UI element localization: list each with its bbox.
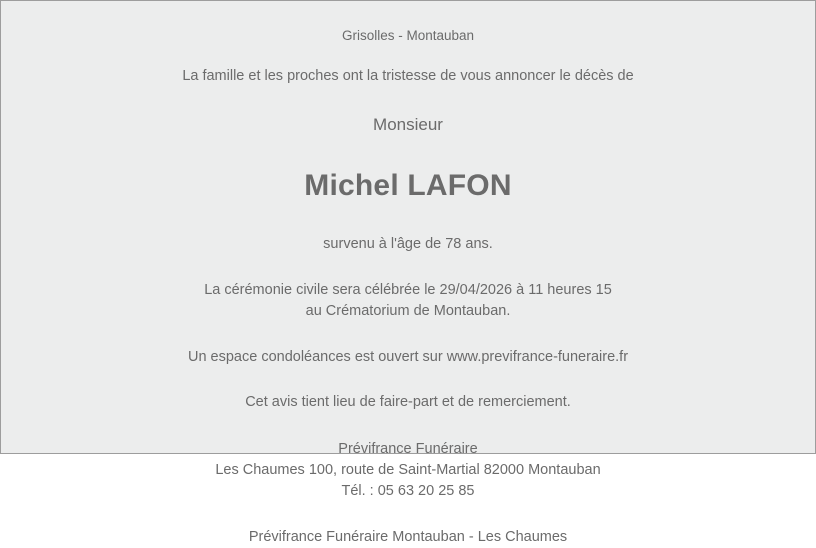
notice-location: Grisolles - Montauban <box>341 28 475 43</box>
ceremony-details <box>41 280 775 322</box>
company-address: Les Chaumes 100, route de Saint-Martial 82000 Montauban <box>215 461 601 478</box>
notice-civility: Monsieur <box>373 114 443 134</box>
company-phone: Tél. : 05 63 20 25 85 <box>341 482 475 499</box>
deceased-name: Michel LAFON <box>304 168 512 202</box>
ceremony-date-line: La cérémonie civile sera célébrée le 29/04/2026 à 11 heures 15 <box>204 281 612 298</box>
notice-intro-text: La famille et les proches ont la tristesse de vous annoncer le décès de <box>182 68 634 85</box>
funeral-company-block <box>41 439 775 502</box>
company-name: Prévifrance Funéraire <box>338 440 478 457</box>
ceremony-place-line: au Crématorium de Montauban. <box>305 302 511 319</box>
notice-thanks: Cet avis tient lieu de faire-part et de remerciement. <box>245 394 571 411</box>
agency-name: Prévifrance Funéraire Montauban - Les Chaumes <box>248 528 568 545</box>
condolences-link-text[interactable]: Un espace condoléances est ouvert sur www.previfrance-funeraire.fr <box>187 348 629 365</box>
notice-age: survenu à l'âge de 78 ans. <box>323 236 493 253</box>
